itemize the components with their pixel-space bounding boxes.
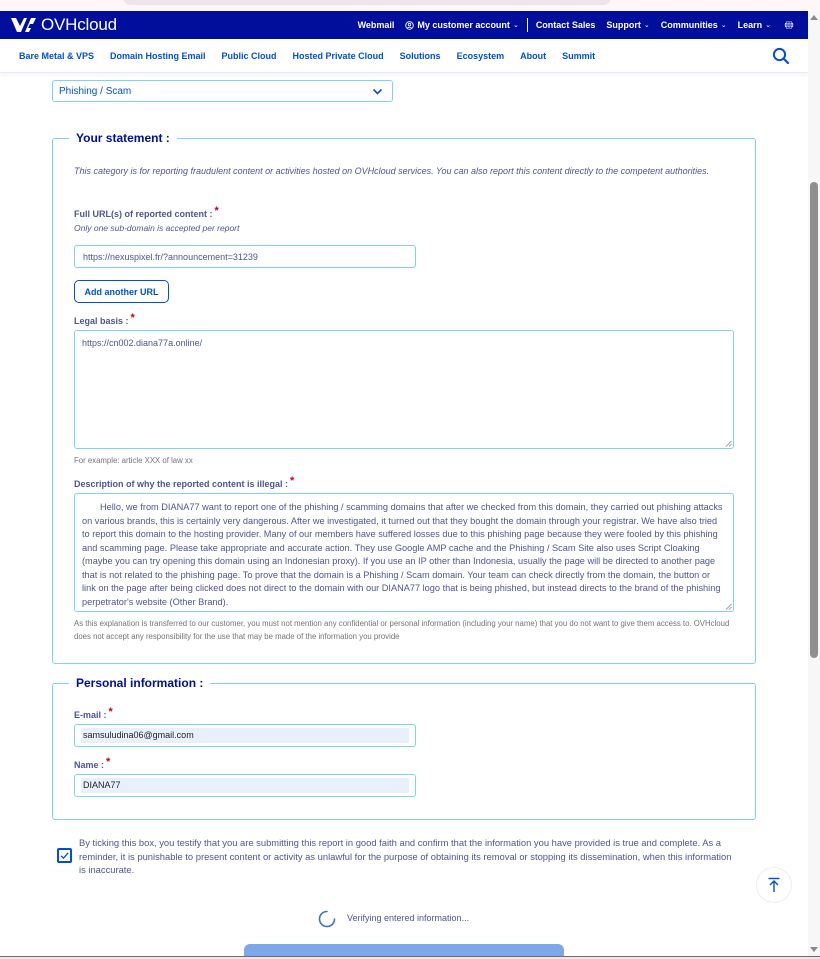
- email-label-text: E-mail :: [74, 710, 107, 720]
- legal-basis-textarea[interactable]: [74, 330, 734, 449]
- scroll-up-arrow-icon[interactable]: [810, 15, 818, 20]
- nav-summit[interactable]: Summit: [562, 50, 596, 61]
- top-link-label: Contact Sales: [535, 20, 596, 30]
- name-label-text: Name :: [74, 760, 105, 770]
- browser-top-strip: [0, 0, 820, 11]
- url-help: Only one sub-domain is accepted per report: [74, 223, 240, 233]
- chevron-down-icon: ⌄: [512, 22, 519, 29]
- brand-name: OVHcloud: [41, 15, 117, 34]
- legal-basis-label: [74, 312, 135, 327]
- personal-info-section: [52, 676, 756, 820]
- name-value: DIANA77: [81, 778, 409, 793]
- nav-public-cloud[interactable]: Public Cloud: [221, 50, 277, 61]
- search-icon[interactable]: [772, 47, 790, 65]
- required-asterisk: *: [290, 475, 295, 487]
- nav-ecosystem[interactable]: Ecosystem: [456, 50, 505, 61]
- top-link-learn[interactable]: [738, 20, 771, 30]
- email-field[interactable]: [74, 724, 416, 747]
- back-to-top-button[interactable]: [756, 867, 792, 903]
- resize-grip-icon[interactable]: [725, 440, 732, 447]
- loading-spinner-icon: [318, 910, 336, 928]
- top-link-customer-account[interactable]: [405, 20, 518, 30]
- chevron-down-icon: [372, 86, 383, 97]
- url-label-text: Full URL(s) of reported content :: [74, 209, 213, 219]
- required-asterisk: *: [130, 312, 135, 324]
- personal-info-legend: Personal information :: [76, 676, 204, 690]
- top-link-communities[interactable]: [661, 20, 727, 30]
- top-link-label: My customer account: [417, 20, 510, 30]
- statement-legend: Your statement :: [76, 131, 170, 145]
- top-link-label: Support: [606, 20, 641, 30]
- name-label: [74, 756, 111, 771]
- scrollbar-thumb[interactable]: [810, 182, 818, 658]
- top-link-support[interactable]: [606, 20, 649, 30]
- chevron-down-icon: ⌄: [720, 22, 727, 29]
- nav-hosted-private-cloud[interactable]: Hosted Private Cloud: [292, 50, 384, 61]
- browser-address-pill: [123, 0, 611, 5]
- arrow-up-to-top-icon: [767, 877, 781, 893]
- top-link-contact-sales[interactable]: [536, 20, 596, 30]
- account-icon: [405, 21, 414, 30]
- url-input[interactable]: [74, 245, 416, 268]
- statement-intro: This category is for reporting fraudulent content or activities hosted on OVHcloud services. You can also report this content directly to the competent authorities.: [74, 166, 710, 176]
- top-link-label: Webmail: [357, 20, 395, 30]
- resize-grip-icon[interactable]: [725, 603, 732, 610]
- url-input-value: https://nexuspixel.fr/?announcement=31239: [83, 251, 258, 262]
- url-label: [74, 205, 219, 220]
- legal-basis-label-text: Legal basis :: [74, 316, 129, 326]
- ovhcloud-logo[interactable]: [11, 15, 117, 35]
- description-label-text: Description of why the reported content is illegal :: [74, 479, 289, 489]
- add-another-url-button[interactable]: Add another URL: [74, 280, 169, 303]
- category-select-value: Phishing / Scam: [59, 85, 132, 97]
- consent-checkbox[interactable]: [57, 848, 72, 863]
- top-bar: [0, 11, 808, 39]
- nav-about[interactable]: About: [520, 50, 547, 61]
- verifying-status: Verifying entered information...: [347, 913, 470, 923]
- chevron-down-icon: ⌄: [643, 22, 650, 29]
- required-asterisk: *: [108, 706, 113, 718]
- top-link-label: Communities: [660, 20, 718, 30]
- category-select[interactable]: [52, 80, 393, 102]
- description-help: As this explanation is transferred to our customer, you must not mention any confidential or personal information (including your name) that you do not want to give them access to. OVHcloud does not accept any responsibility for the use that may be made of the information you provide: [74, 619, 730, 641]
- email-value: samsuludina06@gmail.com: [81, 728, 409, 743]
- nav-domain-hosting-email[interactable]: Domain Hosting Email: [110, 50, 206, 61]
- required-asterisk: *: [106, 756, 111, 768]
- nav-solutions[interactable]: Solutions: [399, 50, 441, 61]
- name-field[interactable]: [74, 774, 416, 797]
- checkmark-icon: [59, 850, 70, 861]
- description-textarea[interactable]: [74, 493, 734, 612]
- legal-basis-value: https://cn002.diana77a.online/: [82, 338, 203, 348]
- ovhcloud-logo-icon: [11, 17, 37, 33]
- description-value: Hello, we from DIANA77 want to report one of the phishing / scamming domains that after we checked from this domain, they carried out phishing attacks on various brands, this is certainly very dangerous. After we investigated, it turned out that they bought the domain through your registrar. We have also tried to report this domain to the hosting provider. Many of our members have suffered losses due to this phishing page because they were fooled by this phishing and scamming page. Please take appropriate and accurate action. They use Google AMP cache and the Phishing / Scam Site also uses Script Cloaking (maybe you can try opening this domain using an Indonesian proxy). If you use an IP other than Indonesia, usually the page will be directed to another page that is not related to the phishing page. To prove that the domain is a Phishing / Scam domain. Your team can check directly from the domain, the button or link on the page after being clicked does not direct to the domain with our DIANA77 logo that is being phished, but instead directs to the brand of the phishing perpetrator's website (Other Brand).: [82, 502, 723, 607]
- globe-icon[interactable]: [784, 20, 794, 30]
- legal-basis-help: For example: article XXX of law xx: [74, 456, 193, 465]
- consent-text: By ticking this box, you testify that you are submitting this report in good faith and confirm that the information you have provided is true and complete. As a reminder, it is punishable to present content or activity as unlawful for the purpose of obtaining its removal or stopping its dissemination, when this information is inaccurate.: [79, 837, 732, 875]
- nav-bare-metal-vps[interactable]: Bare Metal & VPS: [19, 50, 95, 61]
- email-label: [74, 706, 113, 721]
- divider: [527, 18, 528, 32]
- top-link-webmail[interactable]: [358, 20, 395, 30]
- main-nav: [0, 39, 808, 73]
- page-scrollbar[interactable]: [808, 11, 820, 956]
- scroll-down-arrow-icon[interactable]: [810, 947, 818, 952]
- chevron-down-icon: ⌄: [765, 22, 771, 29]
- required-asterisk: *: [214, 205, 219, 217]
- description-label: [74, 475, 295, 490]
- top-links: [347, 11, 794, 39]
- top-link-label: Learn: [737, 20, 763, 30]
